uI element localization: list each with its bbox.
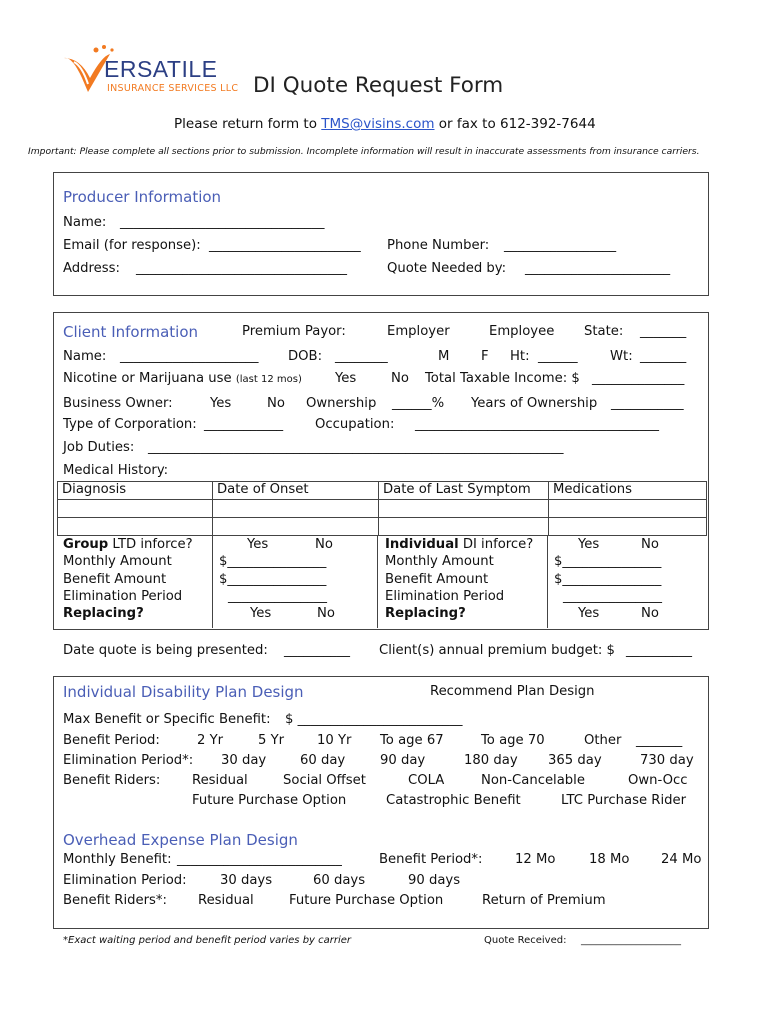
return-prefix: Please return form to <box>174 116 322 132</box>
overhead-title: Overhead Expense Plan Design <box>63 831 298 849</box>
table-cell[interactable] <box>58 500 213 518</box>
oh-ep-60-option[interactable]: 60 days <box>313 873 366 888</box>
quote-received-label: Quote Received: <box>484 935 567 946</box>
budget-field[interactable]: __________ <box>626 643 692 658</box>
ownership-label: Ownership <box>306 396 377 411</box>
gender-f-option[interactable]: F <box>481 349 489 364</box>
inforce-divider-3 <box>547 535 548 628</box>
ep-30-option[interactable]: 30 day <box>221 753 267 768</box>
group-benefit-amount-label: Benefit Amount <box>63 572 167 587</box>
rider-social-offset-option[interactable]: Social Offset <box>283 773 366 788</box>
table-cell[interactable] <box>379 518 549 536</box>
individual-inforce-no-option[interactable]: No <box>641 537 659 552</box>
logo-subtitle: INSURANCE SERVICES LLC <box>107 83 239 94</box>
oh-bp-12-option[interactable]: 12 Mo <box>515 852 556 867</box>
years-ownership-label: Years of Ownership <box>471 396 598 411</box>
group-inforce-yes-option[interactable]: Yes <box>247 537 269 552</box>
nicotine-period: (last 12 mos) <box>235 374 302 385</box>
important-note: Important: Please complete all sections prior to submission. Incomplete information will result in inaccurate assessments from insurance carriers. <box>28 146 700 157</box>
individual-replacing-no-option[interactable]: No <box>641 606 659 621</box>
max-benefit-field[interactable]: $ _________________________ <box>285 712 463 727</box>
elimination-period-label: Elimination Period*: <box>63 753 194 768</box>
inforce-divider-2 <box>377 535 378 628</box>
business-owner-label: Business Owner: <box>63 396 173 411</box>
ep-730-option[interactable]: 730 day <box>640 753 694 768</box>
rider-noncancelable-option[interactable]: Non-Cancelable <box>481 773 585 788</box>
rider-cola-option[interactable]: COLA <box>408 773 445 788</box>
quote-needed-field[interactable]: ______________________ <box>525 261 671 276</box>
individual-monthly-amount-field[interactable]: $_______________ <box>554 554 662 569</box>
business-owner-no-option[interactable]: No <box>267 396 285 411</box>
page-title: DI Quote Request Form <box>253 73 504 98</box>
occupation-field[interactable]: _____________________________________ <box>415 417 659 432</box>
client-title: Client Information <box>63 323 199 341</box>
rider-fpo-option[interactable]: Future Purchase Option <box>192 793 347 808</box>
footer-note: *Exact waiting period and benefit period varies by carrier <box>63 935 352 946</box>
oh-monthly-benefit-field[interactable]: _________________________ <box>177 852 342 867</box>
medications-header: Medications <box>549 482 707 500</box>
job-duties-label: Job Duties: <box>63 440 135 455</box>
payor-employer-option[interactable]: Employer <box>387 324 450 339</box>
benefit-period-label: Benefit Period: <box>63 733 160 748</box>
individual-benefit-amount-label: Benefit Amount <box>385 572 489 587</box>
group-replacing-yes-option[interactable]: Yes <box>250 606 272 621</box>
table-row[interactable] <box>58 518 707 536</box>
individual-di-inforce-label <box>385 537 533 552</box>
benefit-riders-label: Benefit Riders: <box>63 773 161 788</box>
medical-history-table <box>57 481 707 536</box>
total-income-label: Total Taxable Income: $ <box>425 371 580 386</box>
weight-label: Wt: <box>610 349 633 364</box>
group-replacing-no-option[interactable]: No <box>317 606 335 621</box>
oh-bp-24-option[interactable]: 24 Mo <box>661 852 702 867</box>
max-benefit-label: Max Benefit or Specific Benefit: <box>63 712 271 727</box>
producer-name-label: Name: <box>63 215 107 230</box>
group-inforce-no-option[interactable]: No <box>315 537 333 552</box>
oh-rider-fpo-option[interactable]: Future Purchase Option <box>289 893 444 908</box>
quote-received-field[interactable]: ____________________ <box>581 935 681 946</box>
group-monthly-amount-label: Monthly Amount <box>63 554 172 569</box>
bp-5yr-option[interactable]: 5 Yr <box>258 733 285 748</box>
oh-ep-30-option[interactable]: 30 days <box>220 873 273 888</box>
return-suffix: or fax to 612-392-7644 <box>434 116 596 132</box>
group-rest: LTD inforce? <box>108 537 193 552</box>
group-bold: Group <box>63 537 109 552</box>
individual-inforce-yes-option[interactable]: Yes <box>578 537 600 552</box>
height-field[interactable]: ______ <box>538 349 578 364</box>
producer-email-label: Email (for response): <box>63 238 201 253</box>
corp-type-field[interactable]: ____________ <box>204 417 284 432</box>
individual-elimination-field[interactable]: _______________ <box>563 589 662 604</box>
group-elimination-label: Elimination Period <box>63 589 183 604</box>
table-cell[interactable] <box>549 518 707 536</box>
job-duties-field[interactable]: _______________________________________________________________ <box>148 440 564 455</box>
state-label: State: <box>584 324 624 339</box>
oh-rider-rop-option[interactable]: Return of Premium <box>482 893 606 908</box>
producer-name-field[interactable]: _______________________________ <box>120 215 325 230</box>
table-cell[interactable] <box>213 518 379 536</box>
oh-elimination-label: Elimination Period: <box>63 873 187 888</box>
return-instructions <box>174 116 596 132</box>
ep-60-option[interactable]: 60 day <box>300 753 346 768</box>
table-row[interactable] <box>58 500 707 518</box>
medical-history-label: Medical History: <box>63 463 169 478</box>
state-field[interactable]: _______ <box>640 324 687 339</box>
bp-age70-option[interactable]: To age 70 <box>481 733 545 748</box>
individual-elimination-label: Elimination Period <box>385 589 505 604</box>
oh-rider-residual-option[interactable]: Residual <box>198 893 254 908</box>
group-benefit-amount-field[interactable]: $_______________ <box>219 572 327 587</box>
bp-other-option[interactable]: Other <box>584 733 622 748</box>
rider-catastrophic-option[interactable]: Catastrophic Benefit <box>386 793 521 808</box>
producer-address-label: Address: <box>63 261 120 276</box>
diagnosis-header: Diagnosis <box>58 482 213 500</box>
group-replacing-label: Replacing? <box>63 606 144 621</box>
individual-bold: Individual <box>385 537 459 552</box>
corp-type-label: Type of Corporation: <box>63 417 197 432</box>
business-owner-yes-option[interactable]: Yes <box>210 396 232 411</box>
producer-address-field[interactable]: ________________________________ <box>136 261 347 276</box>
bp-2yr-option[interactable]: 2 Yr <box>197 733 224 748</box>
quote-needed-label: Quote Needed by: <box>387 261 507 276</box>
table-cell[interactable] <box>549 500 707 518</box>
individual-monthly-amount-label: Monthly Amount <box>385 554 494 569</box>
payor-employee-option[interactable]: Employee <box>489 324 555 339</box>
oh-benefit-period-label: Benefit Period*: <box>379 852 483 867</box>
producer-title: Producer Information <box>63 188 222 206</box>
oh-riders-label: Benefit Riders*: <box>63 893 167 908</box>
bp-age67-option[interactable]: To age 67 <box>380 733 444 748</box>
ep-90-option[interactable]: 90 day <box>380 753 426 768</box>
years-ownership-field[interactable]: ___________ <box>611 396 684 411</box>
group-monthly-amount-field[interactable]: $_______________ <box>219 554 327 569</box>
last-symptom-header: Date of Last Symptom <box>379 482 549 500</box>
dob-field[interactable]: ________ <box>335 349 388 364</box>
occupation-label: Occupation: <box>315 417 395 432</box>
individual-replacing-yes-option[interactable]: Yes <box>578 606 600 621</box>
budget-label: Client(s) annual premium budget: $ <box>379 643 615 658</box>
nicotine-label <box>63 371 302 386</box>
individual-replacing-label: Replacing? <box>385 606 466 621</box>
nicotine-text: Nicotine or Marijuana use <box>63 371 232 386</box>
bp-10yr-option[interactable]: 10 Yr <box>317 733 352 748</box>
individual-rest: DI inforce? <box>458 537 534 552</box>
producer-phone-label: Phone Number: <box>387 238 490 253</box>
onset-header: Date of Onset <box>213 482 379 500</box>
return-email-link[interactable]: TMS@visins.com <box>321 116 435 132</box>
table-cell[interactable] <box>379 500 549 518</box>
ownership-field[interactable]: ______% <box>392 396 445 411</box>
client-name-label: Name: <box>63 349 107 364</box>
premium-payor-label: Premium Payor: <box>242 324 346 339</box>
bp-other-field[interactable]: _______ <box>636 733 683 748</box>
table-cell[interactable] <box>58 518 213 536</box>
rider-ltc-option[interactable]: LTC Purchase Rider <box>561 793 687 808</box>
producer-email-field[interactable]: _______________________ <box>209 238 361 253</box>
gender-m-option[interactable]: M <box>438 349 450 364</box>
table-cell[interactable] <box>213 500 379 518</box>
ep-180-option[interactable]: 180 day <box>464 753 518 768</box>
nicotine-no-option[interactable]: No <box>391 371 409 386</box>
oh-monthly-benefit-label: Monthly Benefit: <box>63 852 172 867</box>
group-ltd-inforce-label <box>63 537 193 552</box>
total-income-field[interactable]: ______________ <box>592 371 685 386</box>
ep-365-option[interactable]: 365 day <box>548 753 602 768</box>
weight-field[interactable]: _______ <box>640 349 687 364</box>
date-presented-field[interactable]: __________ <box>284 643 350 658</box>
height-label: Ht: <box>510 349 530 364</box>
recommend-plan-label: Recommend Plan Design <box>430 684 595 699</box>
rider-residual-option[interactable]: Residual <box>192 773 248 788</box>
oh-bp-18-option[interactable]: 18 Mo <box>589 852 630 867</box>
logo-wordmark: ERSATILE <box>104 56 218 82</box>
individual-benefit-amount-field[interactable]: $_______________ <box>554 572 662 587</box>
date-presented-label: Date quote is being presented: <box>63 643 268 658</box>
client-name-field[interactable]: _____________________ <box>120 349 259 364</box>
oh-ep-90-option[interactable]: 90 days <box>408 873 461 888</box>
producer-phone-field[interactable]: _________________ <box>504 238 617 253</box>
inforce-divider-1 <box>212 535 213 628</box>
group-elimination-field[interactable]: _______________ <box>228 589 327 604</box>
nicotine-yes-option[interactable]: Yes <box>335 371 357 386</box>
dob-label: DOB: <box>288 349 323 364</box>
rider-own-occ-option[interactable]: Own-Occ <box>628 773 688 788</box>
table-header-row <box>58 482 707 500</box>
di-plan-title: Individual Disability Plan Design <box>63 683 304 701</box>
